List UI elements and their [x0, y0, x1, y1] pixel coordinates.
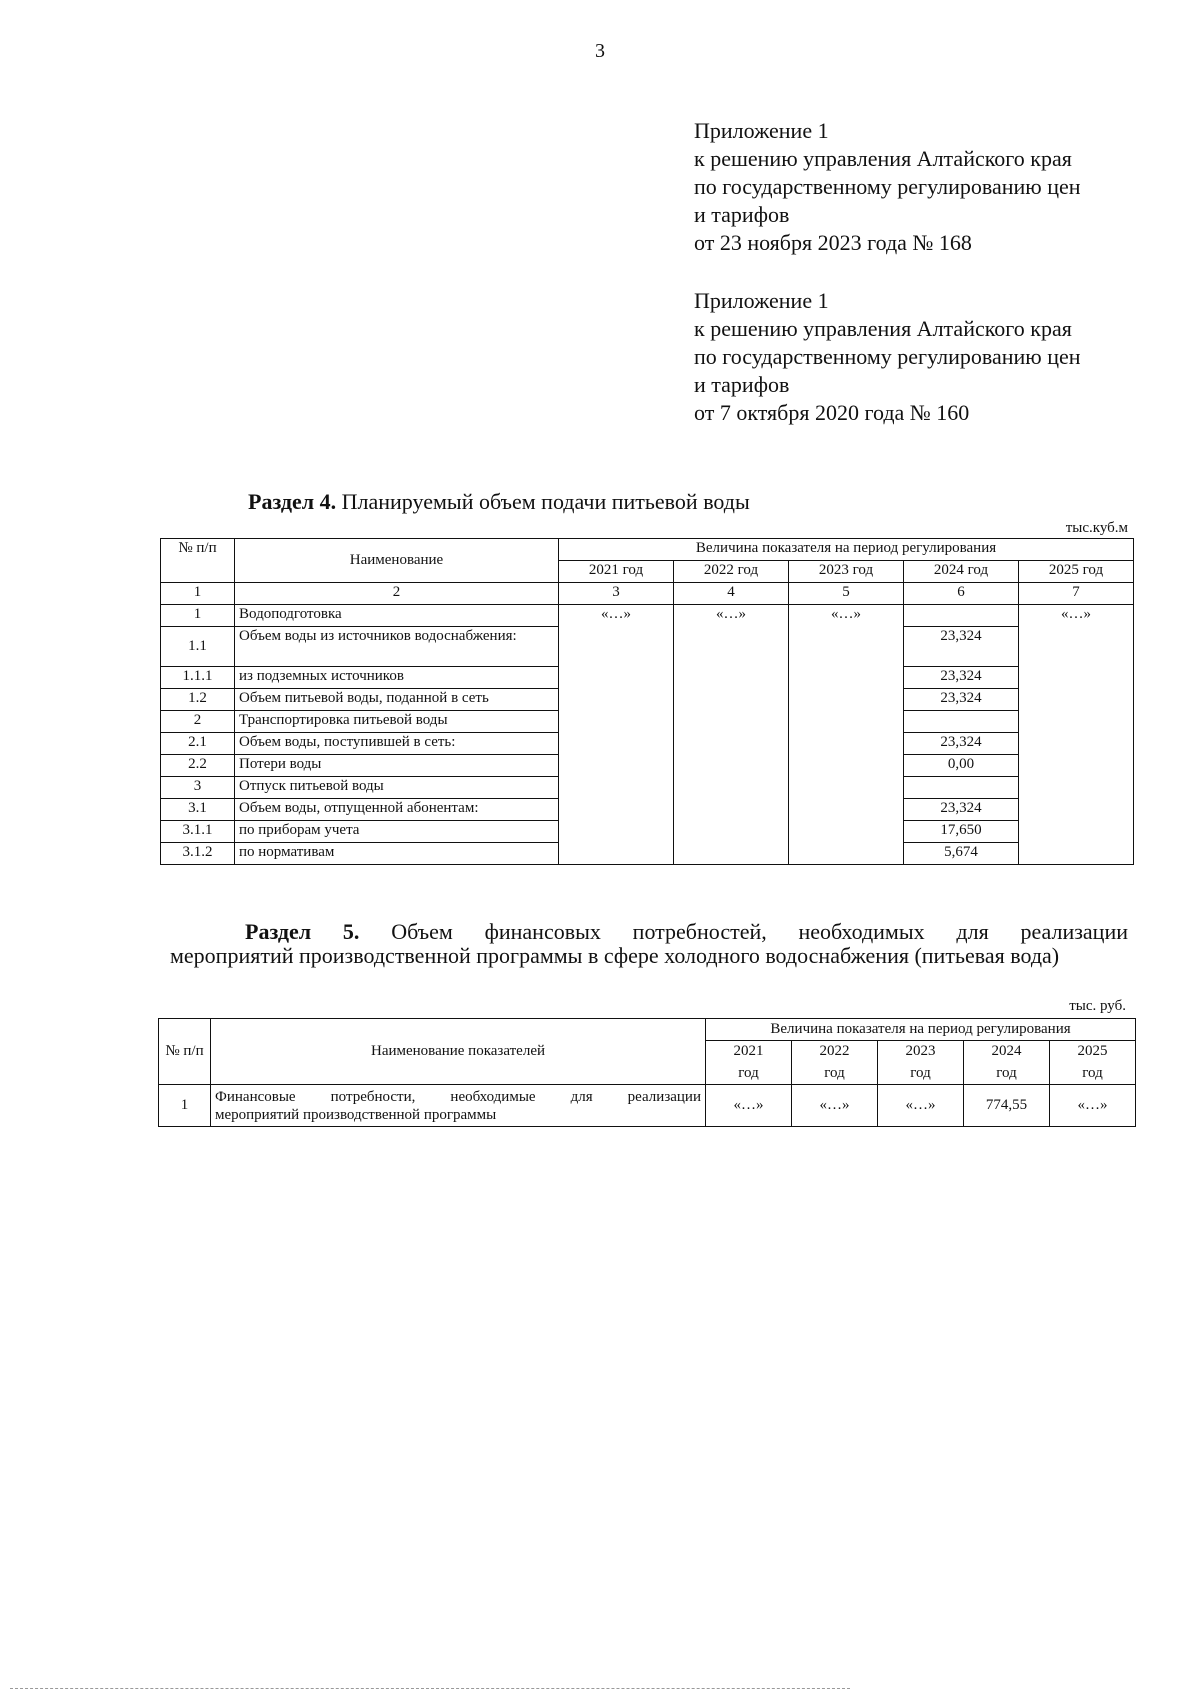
header-year: 2024 год	[904, 561, 1019, 583]
row-name: из подземных источников	[235, 667, 559, 689]
row-number: 1	[161, 605, 235, 627]
row-name	[211, 1085, 706, 1127]
appendix-previous-reference	[694, 287, 1164, 427]
header-number: № п/п	[161, 539, 235, 583]
section5-title	[170, 920, 1128, 968]
appendix-line: от 7 октября 2020 года № 160	[694, 400, 970, 425]
page-number: 3	[595, 40, 605, 62]
row-name: Объем воды, поступившей в сеть:	[235, 733, 559, 755]
row-name-line: Финансовые потребности, необходимые для реализации	[215, 1088, 701, 1105]
row-number: 1.2	[161, 689, 235, 711]
section4-label: Раздел 4.	[248, 489, 337, 514]
section4-unit: тыс.куб.м	[1065, 520, 1128, 536]
row-value: «…»	[706, 1085, 792, 1127]
header-year: 2024	[964, 1041, 1050, 1063]
row-number: 3.1.2	[161, 843, 235, 865]
column-number: 2	[235, 583, 559, 605]
header-year: 2022 год	[674, 561, 789, 583]
appendix-line: по государственному регулированию цен	[694, 344, 1081, 369]
column-number: 4	[674, 583, 789, 605]
row-number: 2	[161, 711, 235, 733]
header-number: № п/п	[159, 1019, 211, 1085]
row-number: 2.1	[161, 733, 235, 755]
section4-title	[248, 489, 750, 515]
header-year: 2025	[1050, 1041, 1136, 1063]
row-name: Объем питьевой воды, поданной в сеть	[235, 689, 559, 711]
row-number: 3.1	[161, 799, 235, 821]
header-year-suffix: год	[878, 1063, 964, 1085]
appendix-current-reference	[694, 117, 1164, 257]
row-value: 774,55	[964, 1085, 1050, 1127]
header-year-suffix: год	[964, 1063, 1050, 1085]
row-name: по нормативам	[235, 843, 559, 865]
value-2024	[904, 711, 1019, 733]
section5-title-rest: мероприятий производственной программы в сфере холодного водоснабжения (питьевая вода)	[170, 943, 1060, 968]
appendix-line: и тарифов	[694, 372, 790, 397]
row-name: Водоподготовка	[235, 605, 559, 627]
placeholder-cell: «…»	[674, 605, 789, 865]
column-number: 3	[559, 583, 674, 605]
column-number: 7	[1019, 583, 1134, 605]
column-number: 6	[904, 583, 1019, 605]
row-name-line: мероприятий производственной программы	[215, 1106, 497, 1123]
value-2024: 23,324	[904, 733, 1019, 755]
header-year: 2022	[792, 1041, 878, 1063]
row-name: Отпуск питьевой воды	[235, 777, 559, 799]
value-2024: 17,650	[904, 821, 1019, 843]
row-number: 1	[159, 1085, 211, 1127]
scan-artifact-line	[10, 1688, 850, 1689]
header-period: Величина показателя на период регулирования	[706, 1019, 1136, 1041]
appendix-line: и тарифов	[694, 202, 790, 227]
column-number: 5	[789, 583, 904, 605]
row-number: 1.1.1	[161, 667, 235, 689]
value-2024	[904, 605, 1019, 627]
value-2024: 0,00	[904, 755, 1019, 777]
appendix-line: к решению управления Алтайского края	[694, 316, 1072, 341]
row-value: «…»	[792, 1085, 878, 1127]
header-year-suffix: год	[792, 1063, 878, 1085]
appendix-line: по государственному регулированию цен	[694, 174, 1081, 199]
value-2024: 23,324	[904, 667, 1019, 689]
header-year-suffix: год	[706, 1063, 792, 1085]
row-number: 3	[161, 777, 235, 799]
section5-table	[158, 1018, 1136, 1127]
placeholder-cell: «…»	[789, 605, 904, 865]
column-number: 1	[161, 583, 235, 605]
appendix-line: от 23 ноября 2023 года № 168	[694, 230, 972, 255]
value-2024: 23,324	[904, 627, 1019, 667]
appendix-line: Приложение 1	[694, 118, 829, 143]
row-value: «…»	[1050, 1085, 1136, 1127]
row-name: Потери воды	[235, 755, 559, 777]
section5-unit: тыс. руб.	[1069, 998, 1126, 1014]
appendix-line: к решению управления Алтайского края	[694, 146, 1072, 171]
header-year: 2021	[706, 1041, 792, 1063]
table-row	[161, 605, 1134, 627]
placeholder-cell: «…»	[1019, 605, 1134, 865]
section4-table	[160, 538, 1134, 865]
placeholder-cell: «…»	[559, 605, 674, 865]
value-2024: 5,674	[904, 843, 1019, 865]
row-name: по приборам учета	[235, 821, 559, 843]
header-name: Наименование	[235, 539, 559, 583]
header-year: 2025 год	[1019, 561, 1134, 583]
appendix-line: Приложение 1	[694, 288, 829, 313]
row-number: 3.1.1	[161, 821, 235, 843]
header-year: 2023 год	[789, 561, 904, 583]
row-number: 1.1	[161, 627, 235, 667]
header-period: Величина показателя на период регулирования	[559, 539, 1134, 561]
header-year: 2021 год	[559, 561, 674, 583]
section5-label: Раздел 5.	[245, 919, 360, 944]
row-name: Объем воды, отпущенной абонентам:	[235, 799, 559, 821]
value-2024: 23,324	[904, 689, 1019, 711]
section5-title-line1: Объем финансовых потребностей, необходимых для реализации	[391, 919, 1129, 944]
row-number: 2.2	[161, 755, 235, 777]
row-name: Объем воды из источников водоснабжения:	[235, 627, 559, 667]
value-2024	[904, 777, 1019, 799]
header-year-suffix: год	[1050, 1063, 1136, 1085]
row-value: «…»	[878, 1085, 964, 1127]
row-name: Транспортировка питьевой воды	[235, 711, 559, 733]
section4-title-text: Планируемый объем подачи питьевой воды	[336, 489, 750, 514]
header-name: Наименование показателей	[211, 1019, 706, 1085]
header-year: 2023	[878, 1041, 964, 1063]
value-2024: 23,324	[904, 799, 1019, 821]
